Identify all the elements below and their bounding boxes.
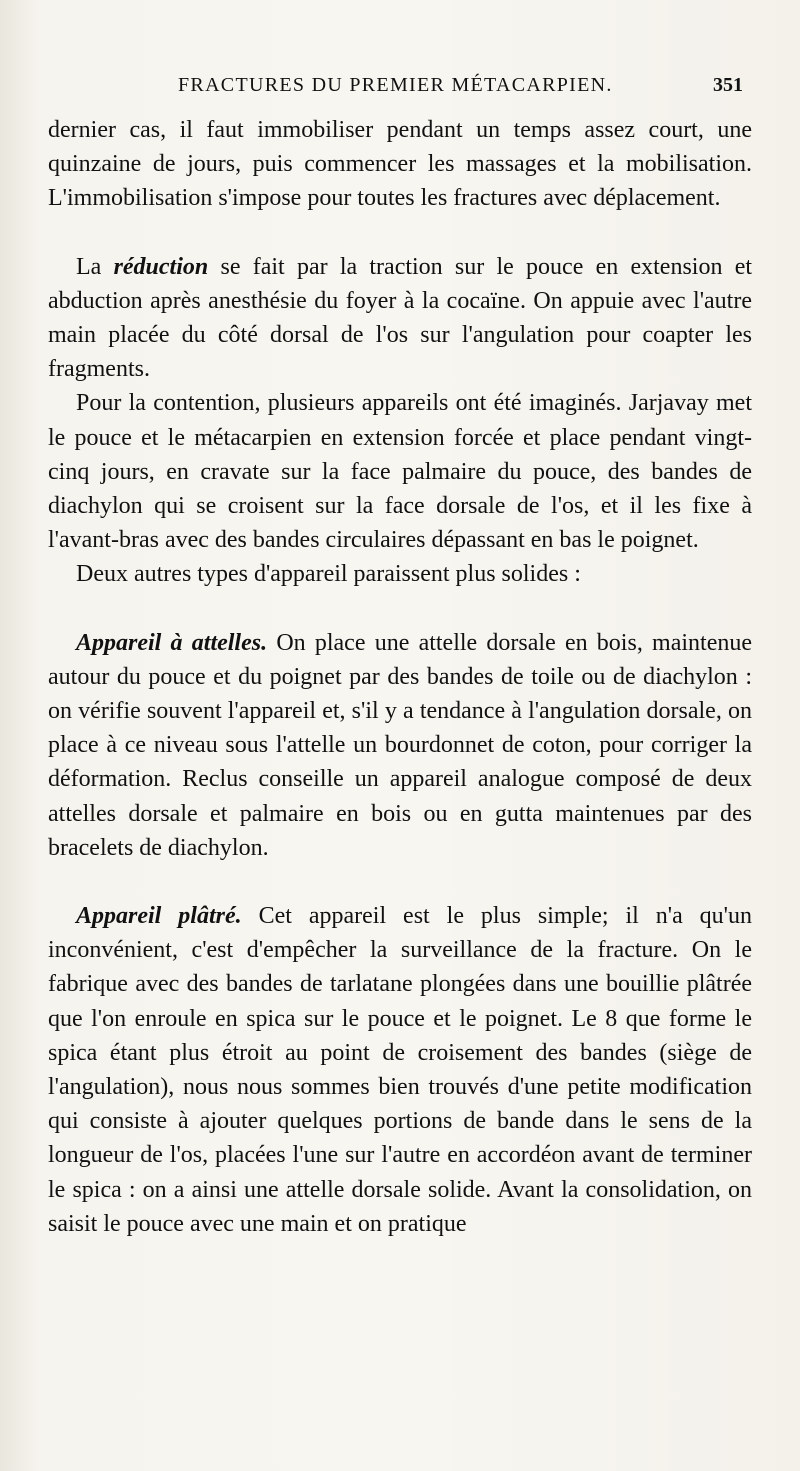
paragraph-continuation: dernier cas, il faut immobiliser pendant un temps assez court, une quinzaine de jours, puis commencer les massages et la mobilisation. L'immobilisation s'impose pour toutes les fractures avec déplacement.	[48, 117, 752, 212]
paragraph-contention: Pour la contention, plusieurs appareils ont été imaginés. Jarjavay met le pouce et le métacarpien en extension forcée et place pendant vingt-cinq jours, en cravate sur la face palmaire du pouce, des bandes de diachylon qui se croisent sur la face dorsale de l'os, et il les fixe à l'avant-bras avec des bandes circulaires dépassant en bas le poignet.	[48, 390, 752, 554]
paragraph-text: On place une attelle dorsale en bois, maintenue autour du pouce et du poignet par des bandes de toile ou de diachylon : on vérifie souvent l'appareil et, s'il y a tendance à l'angulation dorsale, on place à ce niveau sous l'attelle un bourdonnet de coton, pour corriger la déformation. Reclus conseille un appareil analogue composé de deux attelles dorsale et palmaire en bois ou en gutta maintenues par des bracelets de diachylon.	[48, 629, 752, 861]
paragraph-lead: La	[76, 253, 102, 280]
paragraph-text: Cet appareil est le plus simple; il n'a qu'un inconvénient, c'est d'empêcher la surveillance de la fracture. On le fabrique avec des bandes de tarlatane plongées dans une bouillie plâtrée que l'on enroule en spica sur le pouce et le poignet. Le 8 que forme le spica étant plus étroit au point de croisement des bandes (siège de l'angulation), nous nous sommes bien trouvés d'une petite modification qui consiste à ajouter quelques portions de bande dans le sens de la longueur de l'os, placées l'une sur l'autre en accordéon avant de terminer le spica : on a ainsi une attelle dorsale solide. Avant la consolidation, on saisit le pouce avec une main et on pratique	[48, 903, 753, 1237]
body-text	[48, 113, 752, 1241]
paragraph-text: se fait par la traction sur le pouce en extension et abduction après anesthésie du foyer à la cocaïne. On appuie avec l'autre main placée du côté dorsal de l'os sur l'angulation pour coapter les fragments.	[48, 253, 753, 383]
section-heading-platre: Appareil plâtré.	[76, 903, 242, 930]
section-heading-attelles: Appareil à attelles.	[76, 629, 268, 656]
paragraph-attelles	[48, 626, 752, 865]
paragraph-types: Deux autres types d'appareil paraissent plus solides :	[76, 561, 581, 588]
page-number: 351	[713, 74, 743, 96]
running-title: FRACTURES DU PREMIER MÉTACARPIEN.	[178, 74, 613, 96]
paragraph-reduction	[48, 250, 752, 387]
paragraph-platre	[48, 899, 752, 1241]
emphasis-reduction: réduction	[113, 253, 209, 280]
page-header	[0, 74, 800, 104]
